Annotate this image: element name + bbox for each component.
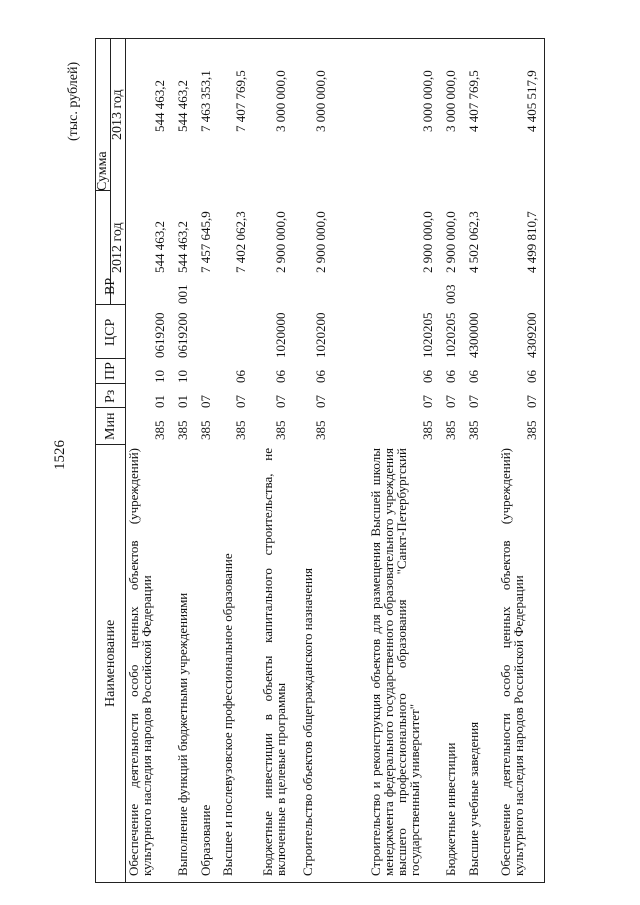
row-pr: 06	[273, 370, 288, 383]
row-rz: 01	[175, 395, 190, 408]
row-y2013: 7 463 353,1	[198, 70, 213, 132]
header-sum: Сумма	[95, 151, 110, 192]
row-y2012: 2 900 000,0	[273, 211, 288, 273]
page-number: 1526	[52, 440, 68, 470]
row-pr: 06	[420, 370, 435, 383]
row-vr	[314, 278, 327, 304]
row-name: Обеспечение деятельности особо ценных объектов (учреждений) культурного наследия народов Российской Федерации	[126, 448, 154, 876]
row-vr	[421, 278, 434, 304]
header-csr: ЦСР	[103, 318, 118, 346]
row-min: 385	[313, 420, 328, 440]
header-name: Наименование	[103, 619, 118, 707]
units-label: (тыс. рублей)	[66, 61, 81, 141]
row-min: 385	[443, 420, 458, 440]
header-2012: 2012 год	[110, 222, 125, 274]
row-name: Бюджетные инвестиции	[443, 742, 458, 876]
row-rz: 07	[420, 395, 435, 408]
header-rule-name	[95, 444, 126, 445]
header-pr: ПР	[103, 362, 118, 381]
row-name: Образование	[198, 804, 213, 876]
row-name: Обеспечение деятельности особо ценных объектов (учреждений) культурного наследия народов Российской Федерации	[498, 448, 526, 876]
row-csr: 4300000	[466, 312, 481, 358]
row-csr: 1020205	[443, 312, 458, 358]
row-vr	[153, 278, 166, 304]
table-border-right	[544, 38, 545, 883]
row-csr: 0619200	[175, 312, 190, 358]
row-name: Выполнение функций бюджетными учреждениями	[175, 592, 190, 876]
row-vr	[525, 278, 538, 304]
header-2013: 2013 год	[110, 89, 125, 141]
row-pr: 06	[524, 370, 539, 383]
row-csr	[234, 306, 247, 358]
row-rz: 07	[198, 395, 213, 408]
header-vr: ВР	[103, 277, 118, 295]
row-name: Высшее и послевузовское профессиональное образование	[220, 553, 235, 876]
row-min: 385	[420, 420, 435, 440]
row-pr: 06	[313, 370, 328, 383]
header-rule-min	[95, 407, 126, 408]
row-y2012: 4 499 810,7	[524, 211, 539, 273]
row-rz: 07	[524, 395, 539, 408]
row-y2013: 4 407 769,5	[466, 70, 481, 132]
row-vr	[199, 278, 212, 304]
row-y2012: 544 463,2	[175, 221, 190, 273]
row-pr: 06	[443, 370, 458, 383]
row-name: Бюджетные инвестиции в объекты капитального строительства, не включенные в целевые программы	[260, 448, 288, 876]
row-name: Высшие учебные заведения	[466, 721, 481, 876]
row-csr: 1020205	[420, 312, 435, 358]
row-pr	[199, 361, 212, 383]
row-y2013: 3 000 000,0	[443, 70, 458, 132]
row-vr	[274, 278, 287, 304]
row-csr	[199, 306, 212, 358]
row-name: Строительство и реконструкция объектов для размещения Высшей школы менеджмента федерального государственного образовательного учреждения высшего профессионального образования "Санкт-Петербургский государственный университет"	[368, 448, 422, 876]
row-rz: 07	[466, 395, 481, 408]
row-y2012: 7 457 645,9	[198, 211, 213, 273]
row-y2012: 2 900 000,0	[313, 211, 328, 273]
row-rz: 07	[233, 395, 248, 408]
row-csr: 4309200	[524, 312, 539, 358]
row-y2012: 544 463,2	[152, 221, 167, 273]
row-rz: 07	[273, 395, 288, 408]
row-csr: 1020000	[273, 312, 288, 358]
row-csr: 1020200	[313, 312, 328, 358]
row-rz: 07	[313, 395, 328, 408]
row-csr: 0619200	[152, 312, 167, 358]
row-min: 385	[175, 420, 190, 440]
row-min: 385	[466, 420, 481, 440]
row-y2013: 3 000 000,0	[313, 70, 328, 132]
row-y2013: 7 407 769,5	[233, 70, 248, 132]
row-min: 385	[524, 420, 539, 440]
row-y2013: 3 000 000,0	[273, 70, 288, 132]
row-vr: 003	[443, 284, 458, 304]
row-rz: 01	[152, 395, 167, 408]
row-pr: 10	[175, 370, 190, 383]
budget-table	[95, 38, 545, 883]
row-y2012: 4 502 062,3	[466, 211, 481, 273]
row-y2013: 544 463,2	[175, 80, 190, 132]
header-rule-rz	[95, 383, 126, 384]
header-rz: Рз	[103, 389, 118, 403]
row-min: 385	[233, 420, 248, 440]
row-rz: 07	[443, 395, 458, 408]
row-pr: 06	[233, 370, 248, 383]
row-min: 385	[273, 420, 288, 440]
row-y2013: 544 463,2	[152, 80, 167, 132]
row-vr	[467, 278, 480, 304]
row-vr	[234, 278, 247, 304]
row-y2013: 3 000 000,0	[420, 70, 435, 132]
table-border-bottom	[95, 882, 545, 883]
row-pr: 06	[466, 370, 481, 383]
row-y2012: 2 900 000,0	[420, 211, 435, 273]
row-min: 385	[198, 420, 213, 440]
table-border-top	[95, 38, 545, 39]
header-min: Мин	[103, 412, 118, 440]
row-y2012: 2 900 000,0	[443, 211, 458, 273]
row-pr: 10	[152, 370, 167, 383]
row-name: Строительство объектов общегражданского назначения	[300, 567, 315, 876]
row-y2012: 7 402 062,3	[233, 211, 248, 273]
row-vr: 001	[175, 284, 190, 304]
row-y2013: 4 405 517,9	[524, 70, 539, 132]
header-rule-pr	[95, 358, 126, 359]
row-min: 385	[152, 420, 167, 440]
